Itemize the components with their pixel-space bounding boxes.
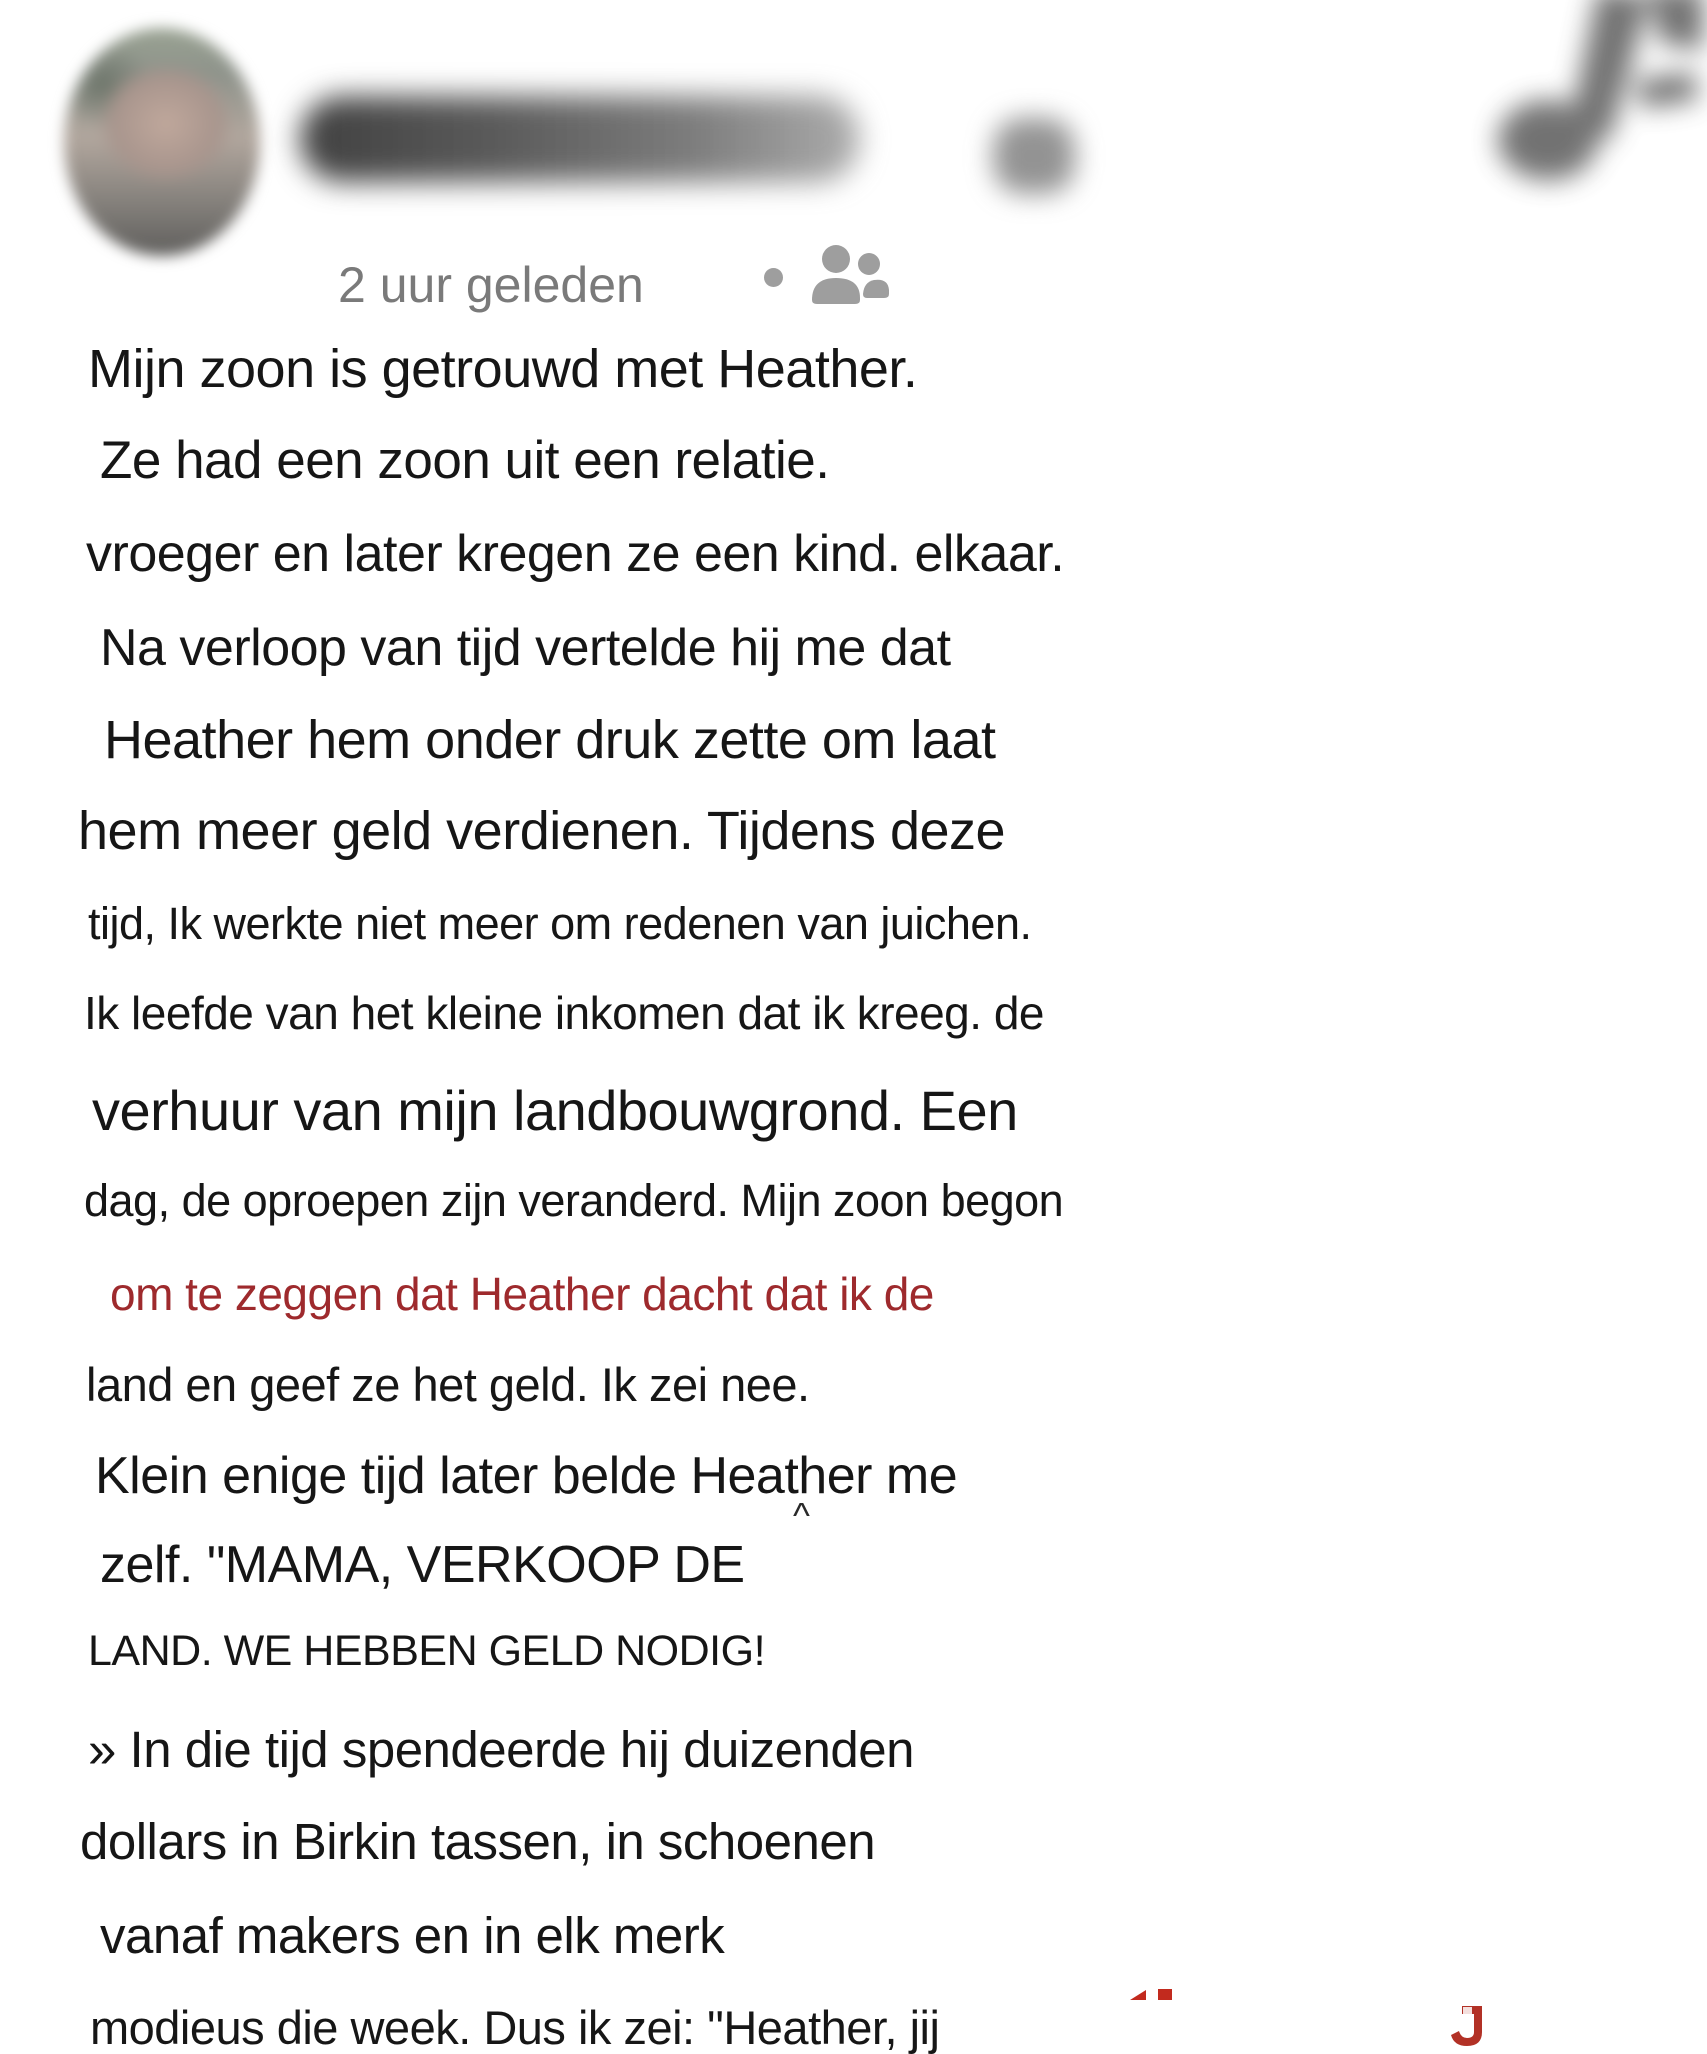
post-text-line: tijd, Ik werkte niet meer om redenen van juichen. — [88, 898, 1032, 949]
post-text-line: Na verloop van tijd vertelde hij me dat — [100, 619, 951, 677]
username-blur-fragment — [993, 118, 1075, 194]
post-text-line: verhuur van mijn landbouwgrond. Een — [92, 1079, 1018, 1142]
post-text-line: Ze had een zoon uit een relatie. — [100, 431, 830, 490]
caret-artifact: ^ — [793, 1495, 810, 1536]
post-text-line: Mijn zoon is getrouwd met Heather. — [88, 339, 918, 399]
meta-separator-dot — [764, 268, 783, 287]
red-triangle-artifact — [1130, 1990, 1146, 2000]
red-square-artifact — [1158, 1989, 1172, 2000]
post-text-line: hem meer geld verdienen. Tijdens deze — [78, 801, 1006, 861]
post-text-line: Ik leefde van het kleine inkomen dat ik kreeg. de — [84, 987, 1044, 1039]
post-text-line: land en geef ze het geld. Ik zei nee. — [86, 1358, 810, 1411]
post-text-line: zelf. "MAMA, VERKOOP DE — [100, 1536, 745, 1594]
post-text-line: vanaf makers en in elk merk — [100, 1907, 725, 1964]
post-text-line: Klein enige tijd later belde Heather me — [95, 1447, 958, 1505]
post-timestamp[interactable]: 2 uur geleden — [338, 257, 644, 313]
post-text-line: modieus die week. Dus ik zei: "Heather, jij — [90, 2001, 940, 2054]
friends-icon — [808, 241, 892, 309]
post-text-line: LAND. WE HEBBEN GELD NODIG! — [88, 1627, 766, 1675]
post-text-line: » In die tijd spendeerde hij duizenden — [88, 1721, 914, 1778]
watermark-blurred-icon — [1398, 0, 1703, 203]
post-text-line: vroeger en later kregen ze een kind. elkaar. — [86, 525, 1065, 583]
avatar[interactable] — [64, 28, 260, 256]
red-j-artifact — [1446, 2006, 1492, 2048]
post-text-line: Heather hem onder druk zette om laat — [104, 710, 996, 770]
post-text-line: dag, de oproepen zijn veranderd. Mijn zoon begon — [84, 1175, 1064, 1226]
post-text-line: dollars in Birkin tassen, in schoenen — [80, 1813, 876, 1870]
username-blurred[interactable] — [300, 96, 860, 182]
post-text-line-highlighted: om te zeggen dat Heather dacht dat ik de — [110, 1268, 934, 1320]
